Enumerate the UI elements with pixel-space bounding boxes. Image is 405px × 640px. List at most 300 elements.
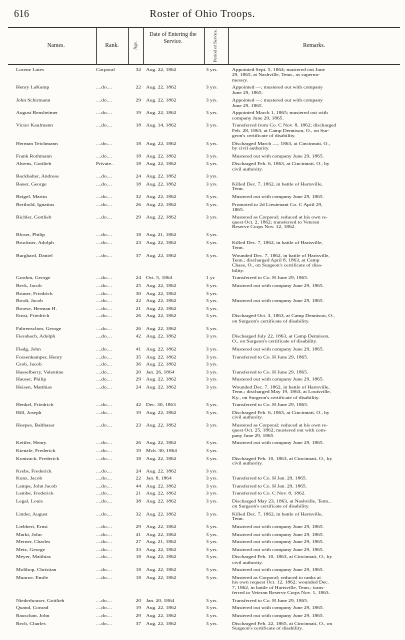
rank-cell: ....do.... (96, 524, 112, 530)
remarks-cell (232, 598, 400, 603)
rank-cell: ....do.... (96, 410, 112, 416)
remark-line: Reserve Corps Nov. 12, 1862. (232, 225, 296, 231)
remark-line: Chase, O., on Surgeon's certificate of disa- (232, 263, 323, 269)
enlist-date-cell: Aug. 22, 1862 (146, 194, 177, 200)
soldier-name: Gordon, George (16, 276, 51, 281)
enlist-date-cell: Aug. 22, 1862 (146, 456, 177, 462)
remarks-cell (232, 142, 400, 152)
age-cell: 18 (135, 555, 141, 561)
remark-line: civil authority. (232, 461, 263, 467)
age-cell: 27 (135, 540, 141, 545)
remark-line: Discharged July 22, 1863, at Camp Dennison, (232, 334, 330, 340)
soldier-name: Beck, Jacob (16, 283, 42, 289)
rank-cell: ....do.... (96, 298, 112, 304)
remarks-cell (232, 355, 400, 360)
period-cell: 3 yrs. (206, 141, 218, 147)
enlist-date-cell: Aug. 22, 1862 (146, 441, 177, 446)
enlist-date-cell: Aug. 22, 1862 (146, 326, 177, 332)
soldier-name: Fladg, John (16, 347, 41, 352)
remark-line: Mustered out with company June 29, 1865. (232, 540, 324, 545)
enlist-date-cell: Aug. 22, 1862 (146, 377, 177, 383)
period-cell: 3 yrs. (206, 606, 218, 611)
soldier-name: Bruner, Friedrich (16, 291, 53, 297)
soldier-name: Lampe, John Jacob (16, 484, 57, 490)
remark-line: his own request Oct. 12, 1862; wounded Dec. (232, 580, 329, 586)
age-cell: 29 (135, 524, 141, 530)
remark-line: company June 29, 1865. (232, 116, 284, 121)
remarks-cell (232, 525, 400, 530)
enlist-date-cell: Mch. 30, 1864 (146, 448, 177, 454)
enlist-date-cell: Aug. 22, 1862 (146, 621, 177, 627)
remark-line: Transferred to Co. H June 29, 1865. (232, 370, 309, 375)
soldier-name: Niederhouser, Gottlieb (16, 598, 65, 604)
rank-cell: ....do.... (96, 111, 112, 116)
remark-line: 1865. (232, 207, 244, 213)
age-cell: 29 (135, 613, 141, 619)
period-cell: 3 yrs. (206, 306, 218, 312)
rank-cell: ....do.... (96, 85, 112, 91)
remark-line: Discharged Feb. 22, 1865, at Cincinnati, O., on (232, 621, 333, 627)
rank-cell: ....do.... (96, 141, 112, 147)
remark-line: Surgeon's certificate of disability. (232, 626, 303, 632)
enlist-date-cell: Aug. 22, 1862 (146, 499, 177, 505)
period-cell: 3 yrs. (206, 85, 218, 91)
soldier-name: Herman Teichmann (16, 141, 58, 147)
soldier-name: Konizack, Frederick (16, 456, 60, 462)
soldier-name: Kettler, Henry (16, 441, 47, 446)
rank-cell: ....do.... (96, 182, 112, 187)
enlist-date-cell: Aug. 21, 1862 (146, 540, 177, 545)
enlist-date-cell: Oct. 5, 1864 (146, 276, 173, 281)
remark-line: Discharged Feb. 6, 1863, at Cincinnati, O., by (232, 161, 330, 167)
rank-cell: ....do.... (96, 540, 112, 545)
page-title: Roster of Ohio Troops. (149, 9, 256, 20)
enlist-date-cell: Aug. 22, 1862 (146, 215, 177, 220)
rank-cell: ....do.... (96, 476, 112, 482)
soldier-name: Henry LaKamp (16, 85, 50, 91)
enlist-date-cell: Aug. 22, 1862 (146, 291, 177, 297)
enlist-date-cell: Aug. 22, 1862 (146, 347, 177, 352)
enlist-date-cell: Aug. 22, 1862 (146, 512, 177, 517)
age-cell: 36 (135, 362, 141, 368)
period-cell: 3 yrs. (206, 194, 218, 200)
remark-line: quest Oct. 25, 1862; mustered out with com- (232, 428, 327, 434)
remark-line: Mustered out with company June 29, 1865. (232, 547, 324, 553)
rank-cell: ....do.... (96, 403, 112, 408)
enlist-date-cell: Aug. 22, 1862 (146, 334, 177, 340)
remark-line: pany June 29, 1865. (232, 433, 275, 439)
period-cell: 3 yrs. (206, 575, 218, 581)
age-cell: 22 (135, 298, 141, 304)
remark-line: civil authority. (232, 166, 263, 172)
period-cell: 3 yrs. (206, 547, 218, 553)
period-cell: 3 yrs. (206, 314, 218, 319)
age-cell: 24 (135, 174, 141, 180)
soldier-name: Fahrenschon, George (16, 326, 62, 332)
enlist-date-cell: Aug. 22, 1862 (146, 568, 177, 573)
remarks-cell (232, 86, 400, 96)
age-cell: 22 (135, 85, 141, 91)
remarks-cell (232, 98, 400, 108)
period-cell: 3 yrs. (206, 362, 218, 368)
enlist-date-cell: Aug. 22, 1862 (146, 253, 177, 259)
period-cell: 3 yrs. (206, 174, 218, 180)
rank-cell: ....do.... (96, 283, 112, 289)
remarks-cell (232, 162, 400, 172)
remark-line: Transferred to Co. H Jan. 29, 1865. (232, 476, 307, 482)
page-number: 616 (14, 9, 29, 20)
remark-line: Tenn. (232, 245, 244, 251)
period-cell: 3 yrs. (206, 532, 218, 538)
rank-cell: ....do.... (96, 194, 112, 200)
remark-line: geon's certificate of disability. (232, 133, 296, 139)
period-cell: 3 yrs. (206, 215, 218, 220)
remark-line: Discharged Oct. 3, 1863, at Camp Dennison, O., (232, 314, 335, 319)
remark-line: civil authority. (232, 560, 263, 566)
enlist-date-cell: Aug. 22, 1862 (146, 141, 177, 147)
remark-line: Mustered out with company June 29, 1865. (232, 613, 324, 619)
period-cell: 3 yrs. (206, 621, 218, 627)
soldier-name: Fierabach, Adolph (16, 334, 56, 340)
rank-cell: ....do.... (96, 532, 112, 538)
remark-line: by civil authority. (232, 146, 270, 152)
enlist-date-cell: Aug. 22, 1862 (146, 174, 177, 180)
period-cell: 3 yrs. (206, 469, 218, 474)
remark-line: Discharged Feb. 10, 1863, at Cincinnati, O., by (232, 555, 333, 561)
remark-line: June 29, 1865. (232, 90, 263, 96)
soldier-name: Fossenkamper, Henry (16, 354, 63, 360)
remark-line: Tenn.; discharged May 19, 1863, at Louisville, (232, 390, 331, 396)
remarks-cell (232, 215, 400, 230)
remarks-cell (232, 284, 400, 289)
remarks-cell (232, 423, 400, 438)
age-cell: 21 (135, 491, 141, 497)
rank-cell: ....do.... (96, 456, 112, 462)
enlist-date-cell: Aug. 22, 1862 (146, 298, 177, 304)
enlist-date-cell: Aug. 14, 1862 (146, 123, 177, 129)
enlist-date-cell: Aug. 22, 1862 (146, 354, 177, 360)
period-cell: 3 yrs. (206, 253, 218, 259)
remarks-cell (232, 484, 400, 489)
remarks-cell (232, 253, 400, 273)
enlist-date-cell: Jan. 8, 1864 (146, 476, 172, 482)
period-cell: 3 yrs. (206, 540, 218, 545)
soldier-name: Molthop, Christian (16, 568, 57, 573)
period-cell: 3 yrs. (206, 326, 218, 332)
age-cell: 23 (135, 240, 141, 246)
remarks-cell (232, 555, 400, 565)
rank-cell: ....do.... (96, 291, 112, 297)
enlist-date-cell: Aug. 22, 1862 (146, 314, 177, 319)
remarks-cell (232, 403, 400, 408)
rank-cell: ....do.... (96, 606, 112, 611)
age-cell: 18 (135, 141, 141, 147)
period-cell: 3 yrs. (206, 613, 218, 619)
remark-line: on Surgeon's certificate of disability. (232, 504, 310, 510)
enlist-date-cell: Aug. 22, 1862 (146, 85, 177, 91)
remark-line: Mustered out with company June 29, 1865. (232, 154, 324, 160)
remark-line: Appointed March 1, 1865; mustered out with (232, 111, 328, 116)
remark-line: Mustered out with company June 29, 1865. (232, 532, 324, 538)
remarks-cell (232, 548, 400, 553)
enlist-date-cell: Aug. 22, 1862 (146, 161, 177, 167)
enlist-date-cell: Aug. 22, 1862 (146, 575, 177, 581)
soldier-name: Krebs, Frederick (16, 469, 52, 474)
remarks-cell (232, 378, 400, 383)
remark-line: Ky., on Surgeon's certificate of disability. (232, 395, 320, 401)
period-cell: 3 yrs. (206, 499, 218, 505)
col-names: Names. (47, 43, 65, 49)
soldier-name: Ernst, Friedrich (16, 314, 50, 319)
enlist-date-cell: Aug. 22, 1862 (146, 532, 177, 538)
remark-line: Tenn. (232, 517, 244, 523)
period-cell: 3 yrs. (206, 476, 218, 482)
remarks-cell (232, 154, 400, 159)
rank-cell: ....do.... (96, 232, 112, 238)
period-cell: 3 yrs. (206, 354, 218, 360)
remarks-cell (232, 411, 400, 421)
remark-line: quest Oct. 2, 1862; transferred to Veteran (232, 220, 320, 226)
rank-cell: ....do.... (96, 154, 112, 160)
age-cell: 42 (135, 334, 141, 340)
age-cell: 32 (135, 194, 141, 200)
remarks-cell (232, 182, 400, 192)
remark-line: merary. (232, 78, 248, 83)
age-cell: 26 (135, 314, 141, 319)
rank-cell: ....do.... (96, 575, 112, 581)
rank-cell: ....do.... (96, 334, 112, 340)
soldier-name: Beigel, Martin (16, 194, 47, 200)
rank-cell: ....do.... (96, 484, 112, 490)
remark-line: Transferred to Co. H June 29, 1865. (232, 276, 309, 281)
age-cell: 29 (135, 98, 141, 104)
soldier-name: Bichler, Gottlieb (16, 215, 52, 220)
period-cell: 3 yrs. (206, 448, 218, 454)
age-cell: 19 (135, 111, 141, 116)
enlist-date-cell: Aug. 22, 1862 (146, 469, 177, 474)
age-cell: 24 (135, 276, 141, 281)
remark-line: Mustered out with company June 29, 1865. (232, 298, 324, 304)
enlist-date-cell: Aug. 22, 1862 (146, 385, 177, 391)
rank-cell: ....do.... (96, 276, 112, 281)
rank-cell: ....do.... (96, 98, 112, 104)
soldier-name: John Schirmann (16, 98, 51, 104)
period-cell: 3 yrs. (206, 568, 218, 573)
rank-cell: ....do.... (96, 613, 112, 619)
rank-cell: ....do.... (96, 123, 112, 129)
remark-line: Transferred to Co. H June 29, 1865. (232, 354, 309, 360)
rank-cell: ....do.... (96, 347, 112, 352)
remark-line: Mustered out with company June 29, 1865. (232, 524, 324, 530)
col-date: Date of Entering the Service. (149, 32, 197, 45)
soldier-name: Hill, Joseph (16, 410, 42, 416)
age-cell: 19 (135, 606, 141, 611)
soldier-name: Backhalter, Andreas (16, 174, 59, 180)
age-cell: 38 (135, 499, 141, 505)
soldier-name: Merner, Charles (16, 540, 51, 545)
enlist-date-cell: Aug. 22, 1862 (146, 111, 177, 116)
age-cell: 22 (135, 476, 141, 482)
page-header (0, 9, 405, 23)
remark-line: June 29, 1865. (232, 103, 263, 109)
remark-line: Appointed Sept. 5, 1864; mustered out June (232, 68, 325, 73)
table-header (8, 27, 400, 65)
remarks-cell (232, 347, 400, 352)
soldier-name: Quand, Conrad (16, 606, 49, 611)
enlist-date-cell: Aug. 22, 1862 (146, 613, 177, 619)
divider (204, 28, 205, 64)
period-cell: 3 yrs. (206, 202, 218, 208)
age-cell: 19 (135, 448, 141, 454)
soldier-name: Grob, Jacob (16, 362, 42, 368)
rank-cell: ....do.... (96, 423, 112, 429)
soldier-name: Linder, August (16, 512, 48, 517)
age-cell: 18 (135, 182, 141, 187)
period-cell: 3 yrs. (206, 524, 218, 530)
remark-line: Transferred to Co. H Jan. 29, 1865. (232, 484, 307, 490)
enlist-date-cell: Aug. 22, 1862 (146, 182, 177, 187)
remark-line: Tenn.; discharged April 8, 1863, at Camp (232, 258, 320, 264)
remark-line: Mustered out with company June 29, 1865. (232, 441, 324, 446)
enlist-date-cell: Dec. 30, 1863 (146, 403, 176, 408)
enlist-date-cell: Aug. 22, 1862 (146, 98, 177, 104)
period-cell: 3 yrs. (206, 298, 218, 304)
age-cell: 18 (135, 456, 141, 462)
remark-line: Transferred to Co. H June 29, 1865. (232, 598, 309, 604)
age-cell: 23 (135, 423, 141, 429)
enlist-date-cell: Jan. 26, 1864 (146, 370, 175, 375)
enlist-date-cell: Aug. 22, 1862 (146, 484, 177, 490)
remarks-cell (232, 276, 400, 281)
remarks-cell (232, 314, 400, 324)
remark-line: Appointed —; mustered out with company (232, 85, 323, 91)
rank-cell: ....do.... (96, 326, 112, 332)
age-cell: 26 (135, 202, 141, 208)
soldier-name: Kienzle, Frederick (16, 448, 56, 454)
enlist-date-cell: Aug. 21, 1862 (146, 232, 177, 238)
soldier-name: Liebbert, Ernst (16, 524, 48, 530)
enlist-date-cell: Aug. 22, 1862 (146, 306, 177, 312)
period-cell: 3 yrs. (206, 240, 218, 246)
period-cell: 3 yrs. (206, 491, 218, 497)
enlist-date-cell: Aug. 22, 1862 (146, 410, 177, 416)
period-cell: 3 yrs. (206, 484, 218, 490)
rank-cell: Private.. (96, 161, 114, 167)
soldier-name: Meyer, Matthias (16, 555, 51, 561)
remark-line: Mustered as Corporal; reduced at his own re- (232, 215, 328, 220)
age-cell: 33 (135, 547, 141, 553)
enlist-date-cell: Aug. 22, 1862 (146, 423, 177, 429)
period-cell: 3 yrs. (206, 283, 218, 289)
remark-line: 29, 1865, at Nashville, Tenn., as supernu- (232, 73, 320, 78)
age-cell: 32 (135, 68, 141, 73)
period-cell: 3 yrs. (206, 423, 218, 429)
rank-cell: ....do.... (96, 568, 112, 573)
soldier-name: Rauschan, John (16, 613, 50, 619)
rank-cell: ....do.... (96, 385, 112, 391)
age-cell: 44 (135, 484, 141, 490)
rank-cell: ....do.... (96, 306, 112, 312)
soldier-name: Brodt, Jacob (16, 298, 43, 304)
remarks-cell (232, 195, 400, 200)
soldier-name: Legal, Louis (16, 499, 43, 505)
soldier-name: Bloser, Philip (16, 232, 45, 238)
age-cell: 29 (135, 215, 141, 220)
remarks-cell (232, 68, 400, 83)
remark-line: on Surgeon's certificate of disability. (232, 319, 310, 325)
age-cell: 18 (135, 154, 141, 160)
remarks-cell (232, 456, 400, 466)
remark-line: O., on Surgeon's certificate of disability. (232, 339, 318, 345)
period-cell: 3 yrs. (206, 555, 218, 561)
enlist-date-cell: Aug. 22, 1862 (146, 606, 177, 611)
col-remarks: Remarks. (302, 43, 326, 49)
period-cell: 3 yrs. (206, 68, 218, 73)
age-cell: 29 (135, 377, 141, 383)
soldier-name: Markt, John (16, 532, 42, 538)
enlist-date-cell: Jan. 20, 1864 (146, 598, 175, 604)
remark-line: bility. (232, 268, 245, 274)
soldier-name: Ahrens, Gottlieb (16, 161, 52, 167)
remark-line: Discharged Feb. 10, 1863, at Cincinnati, O., by (232, 456, 333, 462)
period-cell: 3 yrs. (206, 334, 218, 340)
remarks-cell (232, 335, 400, 345)
soldier-name: Bauer, George (16, 182, 47, 187)
remark-line: Transferred to Co. C Nov. 8, 1862. (232, 491, 306, 497)
age-cell: 26 (135, 441, 141, 446)
age-cell: 20 (135, 370, 141, 375)
rank-cell: ....do.... (96, 202, 112, 208)
remarks-cell (232, 111, 400, 121)
enlist-date-cell: Aug. 22, 1862 (146, 202, 177, 208)
remarks-cell (232, 568, 400, 573)
period-cell: 3 yrs. (206, 370, 218, 375)
remark-line: Tenn. (232, 187, 244, 193)
remark-line: Transferred to Co. H June 29, 1865. (232, 403, 309, 408)
soldier-name: Victor Kaufmann (16, 123, 53, 129)
age-cell: 24 (135, 385, 141, 391)
soldier-name: Rech, Charles (16, 621, 46, 627)
age-cell: 35 (135, 354, 141, 360)
enlist-date-cell: Aug. 22, 1862 (146, 362, 177, 368)
remark-line: Wounded Dec. 7, 1862, in battle of Hartsville, (232, 253, 330, 259)
remarks-cell (232, 621, 400, 631)
remark-line: Killed Dec. 7, 1862, in battle of Hartsville, (232, 512, 323, 517)
age-cell: 18 (135, 123, 141, 129)
remark-line: Discharged May 23, 1863, at Nashville, Tenn., (232, 499, 331, 505)
remark-line: Mustered out with company June 29, 1865. (232, 194, 324, 200)
remarks-cell (232, 477, 400, 482)
divider (128, 28, 129, 64)
remark-line: Promoted to 2d Lieutenant Co. C April 29, (232, 202, 323, 208)
col-period: Period of Service. (212, 28, 218, 63)
remark-line: civil authority. (232, 415, 263, 421)
remark-line: Discharged March —, 1863, at Cincinnati, O., (232, 141, 331, 147)
rank-cell: ....do.... (96, 499, 112, 505)
rank-cell: ....do.... (96, 598, 112, 604)
soldier-name: Lambe, Frederick (16, 491, 54, 497)
rank-cell: ....do.... (96, 547, 112, 553)
soldier-name: August Rensheimer (16, 111, 58, 116)
remarks-cell (232, 614, 400, 619)
remarks-cell (232, 492, 400, 497)
enlist-date-cell: Aug. 22, 1862 (146, 491, 177, 497)
soldier-name: Bruckner, Adolph (16, 240, 54, 246)
age-cell: 37 (135, 253, 141, 259)
remark-line: ferred to Veteran Reserve Corps Nov. 1, 1863. (232, 590, 330, 596)
period-cell: 1 yr. (206, 276, 216, 281)
period-cell: 3 yrs. (206, 441, 218, 446)
